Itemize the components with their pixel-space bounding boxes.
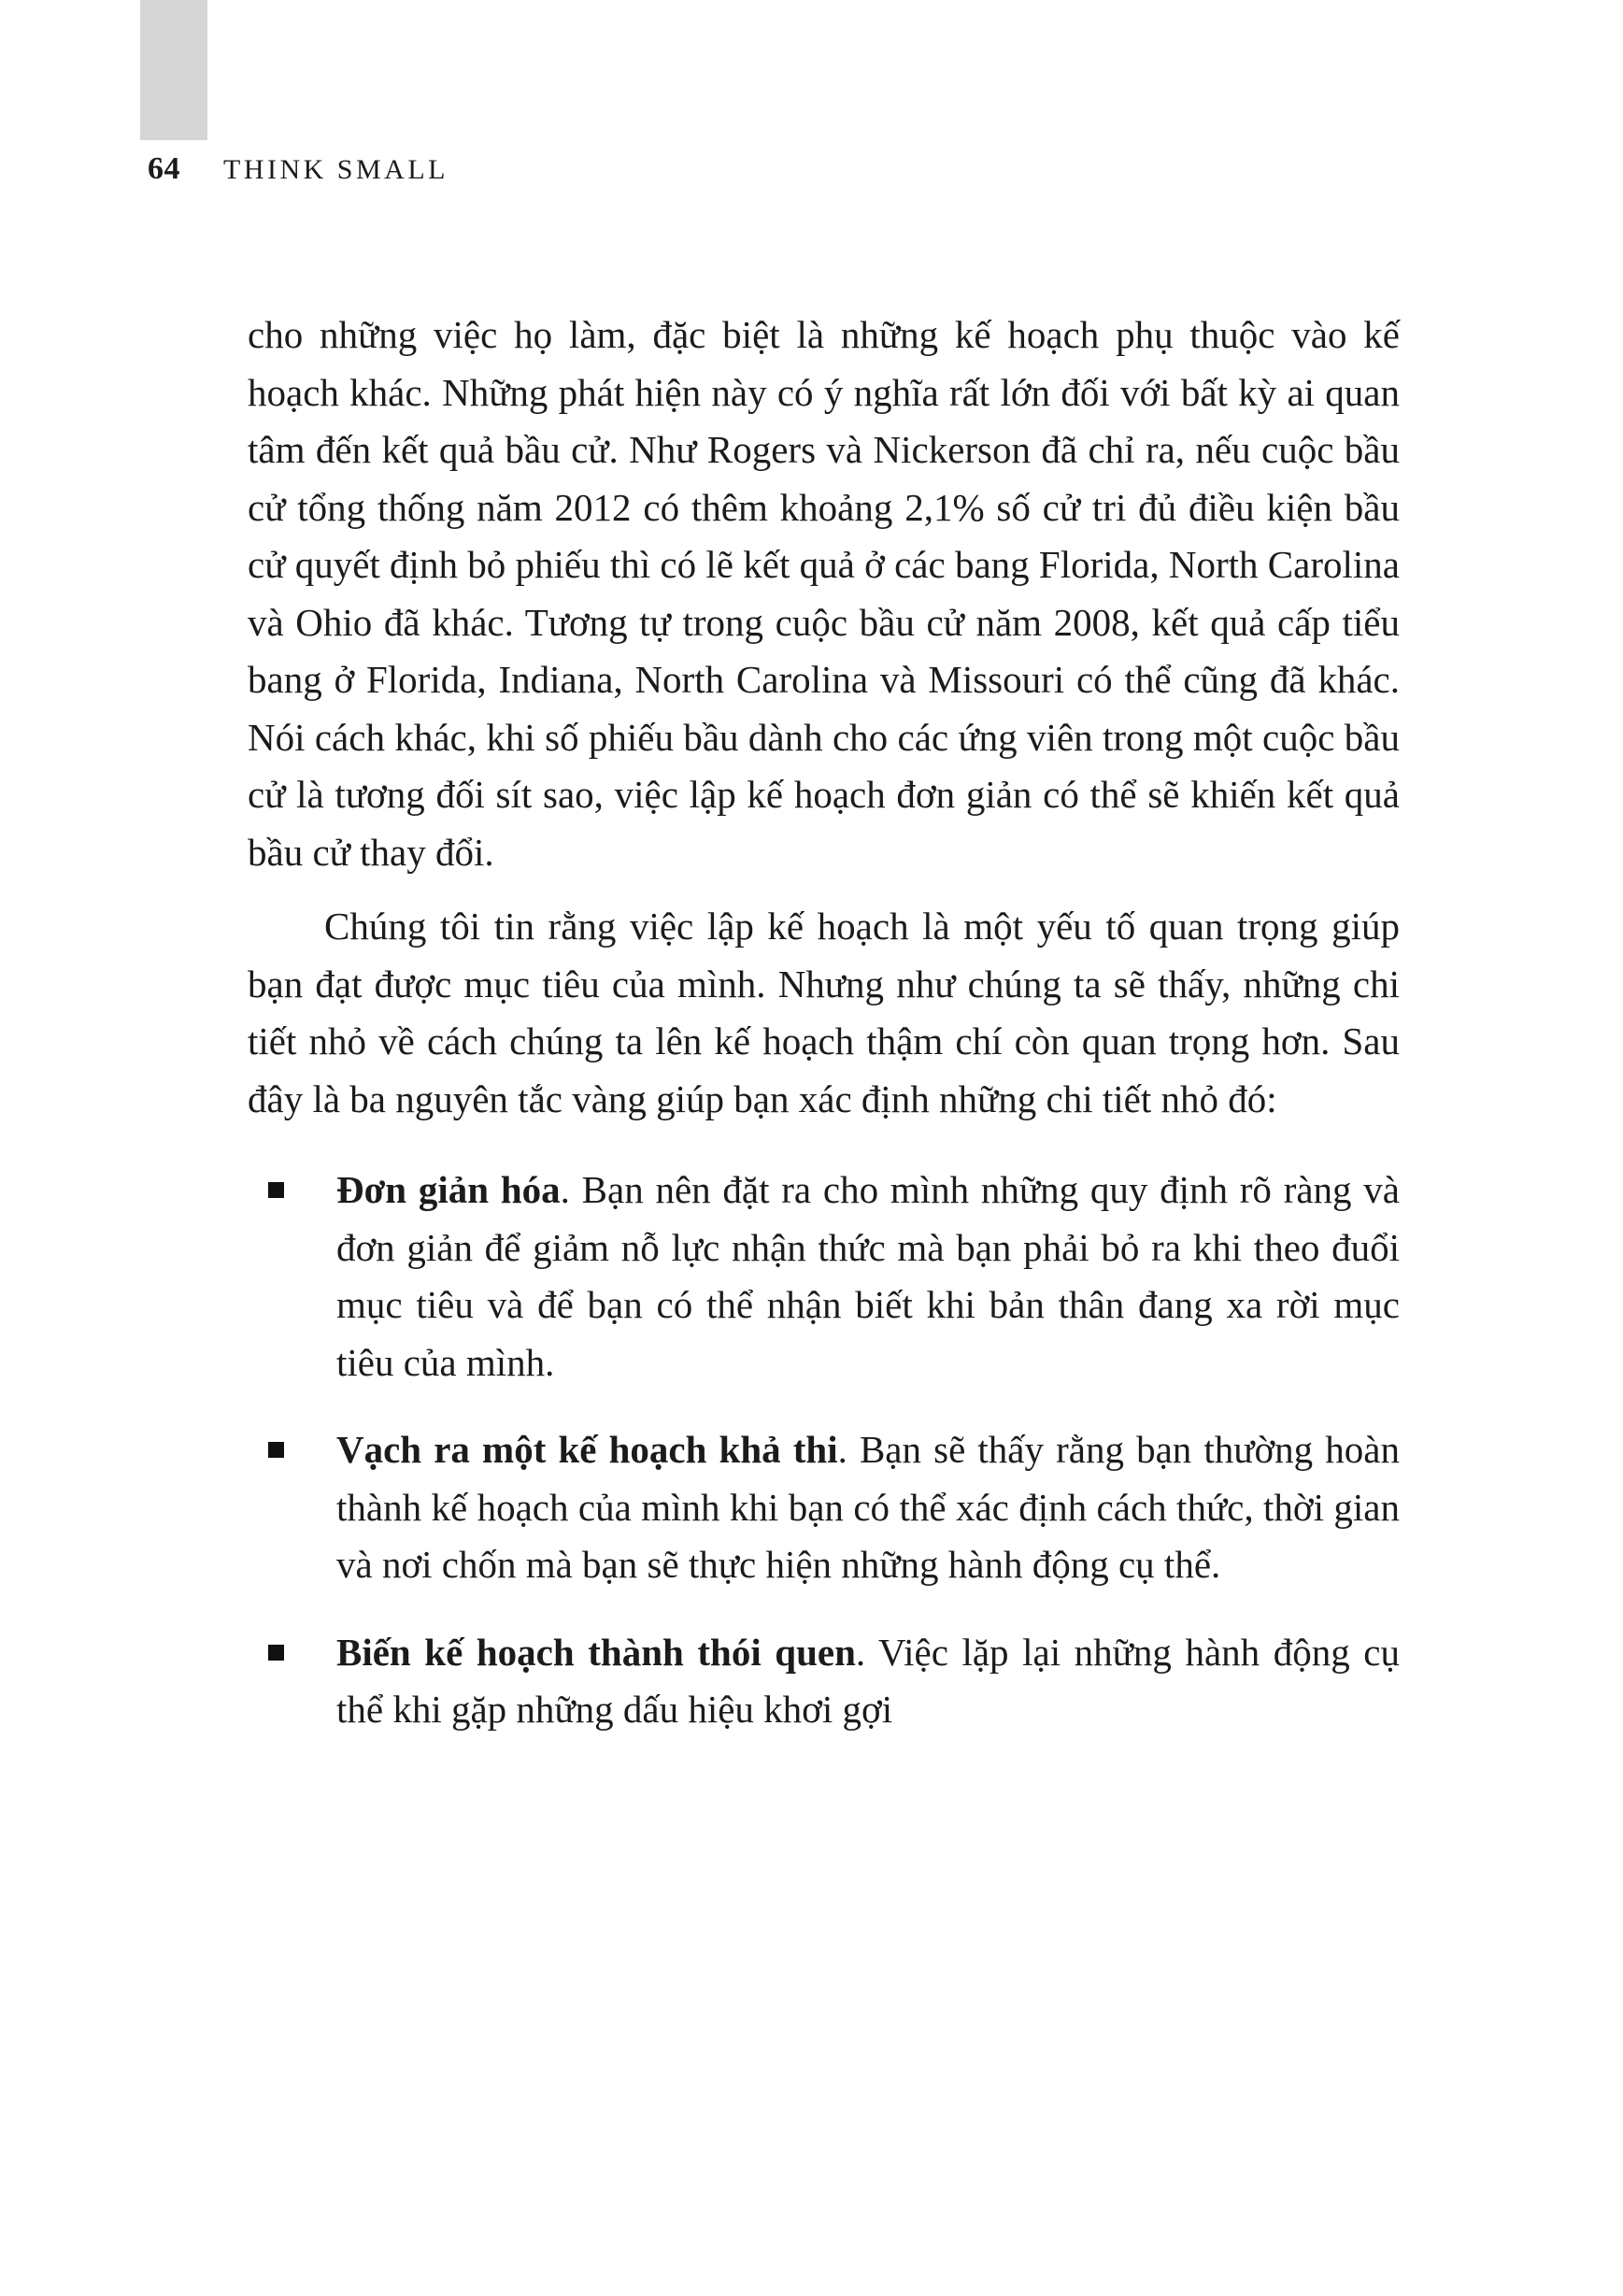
bullet-lead: Vạch ra một kế hoạch khả thi bbox=[336, 1428, 838, 1471]
bullet-text: . Bạn nên đặt ra cho mình những quy định rõ ràng và đơn giản để giảm nỗ lực nhận thức mà bạn phải bỏ ra khi theo đuổi mục tiêu và để bạn có thể nhận biết khi bản thân đang xa rời mục tiêu của mình. bbox=[336, 1168, 1401, 1384]
running-title: THINK SMALL bbox=[223, 154, 448, 185]
bullet-text: . Việc lặp lại những hành động cụ thể khi gặp những dấu hiệu khơi gợi bbox=[336, 1630, 1400, 1731]
body-paragraph: cho những việc họ làm, đặc biệt là những kế hoạch phụ thuộc vào kế hoạch khác. Những phát hiện này có ý nghĩa rất lớn đối với bất kỳ ai quan tâm đến kết quả bầu cử. Như Rogers và Nickerson đã chỉ ra, nếu cuộc bầu cử tổng thống năm 2012 có thêm khoảng 2,1% số cử tri đủ điều kiện bầu cử quyết định bỏ phiếu thì có lẽ kết quả ở các bang Florida, North Carolina và Ohio đã khác. Tương tự trong cuộc bầu cử năm 2008, kết quả cấp tiểu bang ở Florida, Indiana, North Carolina và Missouri có thể cũng đã khác. Nói cách khác, khi số phiếu bầu dành cho các ứng viên trong một cuộc bầu cử là tương đối sít sao, việc lập kế hoạch đơn giản có thể sẽ khiến kết quả bầu cử thay đổi. bbox=[248, 313, 1400, 874]
page-edge-tab bbox=[140, 0, 207, 140]
bullet-lead: Đơn giản hóa bbox=[336, 1168, 561, 1211]
list-item bbox=[248, 1421, 1400, 1594]
bullet-text: . Bạn sẽ thấy rằng bạn thường hoàn thành kế hoạch của mình khi bạn có thể xác định cách thức, thời gian và nơi chốn mà bạn sẽ thực hiện những hành động cụ thể. bbox=[336, 1428, 1401, 1586]
list-item bbox=[248, 1624, 1400, 1739]
page-body bbox=[248, 307, 1400, 1739]
running-head bbox=[148, 151, 448, 187]
list-item bbox=[248, 1162, 1400, 1391]
bullet-square-icon bbox=[268, 1645, 284, 1661]
bullet-square-icon bbox=[268, 1182, 284, 1198]
page-number: 64 bbox=[148, 151, 180, 186]
golden-rules-list bbox=[248, 1162, 1400, 1739]
bullet-lead: Biến kế hoạch thành thói quen bbox=[336, 1630, 856, 1674]
body-paragraph: Chúng tôi tin rằng việc lập kế hoạch là một yếu tố quan trọng giúp bạn đạt được mục tiêu của mình. Nhưng như chúng ta sẽ thấy, những chi tiết nhỏ về cách chúng ta lên kế hoạch thậm chí còn quan trọng hơn. Sau đây là ba nguyên tắc vàng giúp bạn xác định những chi tiết nhỏ đó: bbox=[248, 905, 1400, 1120]
bullet-square-icon bbox=[268, 1442, 284, 1458]
